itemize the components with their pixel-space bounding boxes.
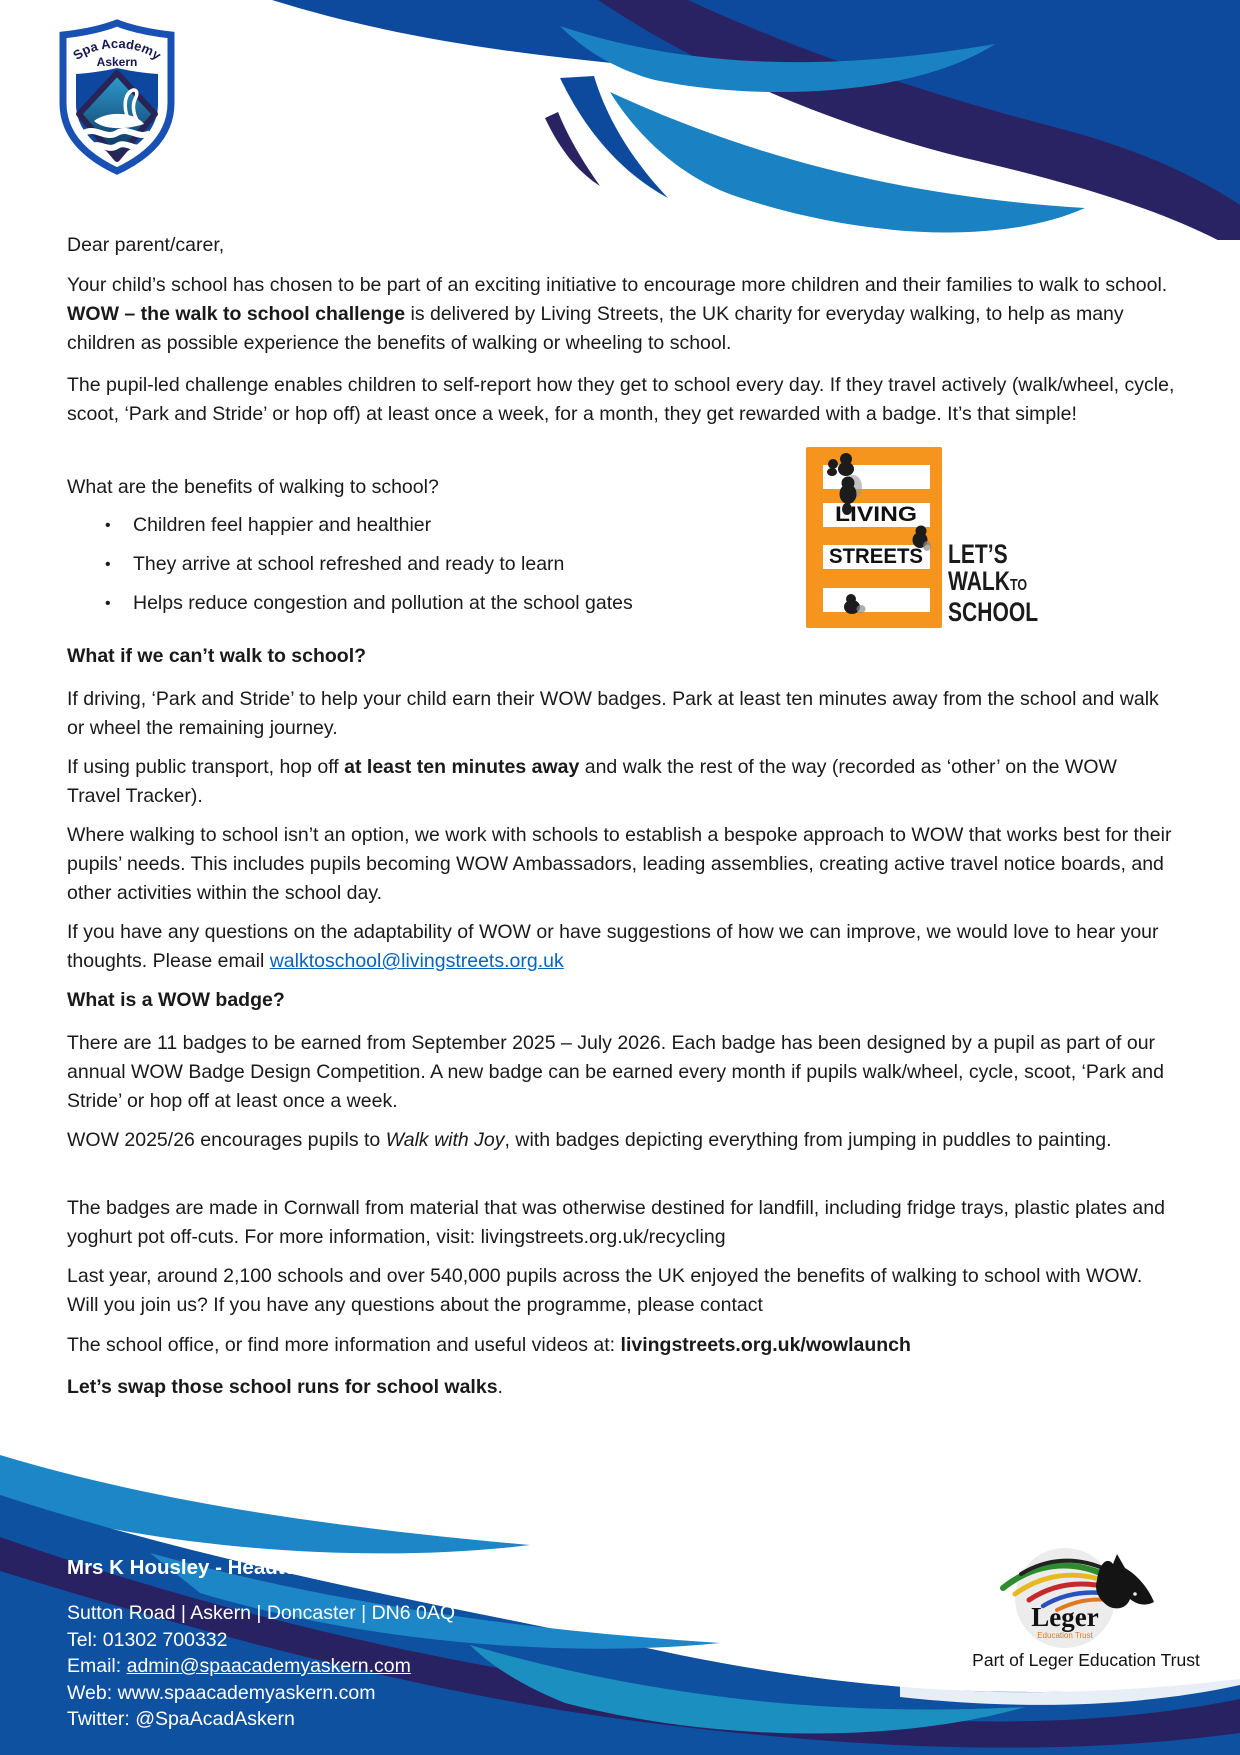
leger-wordmark: Leger: [1031, 1602, 1099, 1632]
school-twitter: Twitter: @SpaAcadAskern: [67, 1708, 295, 1730]
bullet-text: Children feel happier and healthier: [133, 514, 432, 536]
school-tel: Tel: 01302 700332: [67, 1628, 228, 1651]
email-link[interactable]: walktoschool@livingstreets.org.uk: [269, 950, 564, 972]
leger-caption: Part of Leger Education Trust: [972, 1650, 1200, 1670]
bullet-text: They arrive at school refreshed and ready to learn: [133, 553, 565, 575]
living-streets-band: [823, 588, 930, 612]
leger-sub-wordmark: Education Trust: [1037, 1631, 1093, 1640]
horse-head-icon: [1096, 1554, 1154, 1608]
crest-title: Spa Academy: [70, 35, 165, 63]
paragraph-walk-with-joy: WOW 2025/26 encourages pupils to Walk with Joy, with badges depicting everything from jumping in puddles to painting.: [67, 1129, 1112, 1151]
section-heading-cant-walk: What if we can’t walk to school?: [67, 645, 367, 667]
tagline-line: WALKTO: [948, 566, 1028, 596]
email-link[interactable]: admin@spaacademyaskern.com: [126, 1655, 411, 1677]
living-streets-word: LIVING: [835, 503, 917, 526]
salutation: Dear parent/carer,: [67, 234, 225, 256]
paragraph-driving: If driving, ‘Park and Stride’ to help your child earn their WOW badges. Park at least ten minutes away from the school and walk or wheel the remaining journey.: [67, 688, 1159, 739]
school-address: Sutton Road | Askern | Doncaster | DN6 0AQ: [67, 1602, 456, 1624]
school-contact-block: [67, 1600, 455, 1733]
paragraph-badges: There are 11 badges to be earned from September 2025 – July 2026. Each badge has been designed by a pupil as part of our annual WOW Badge Design Competition. A new badge can be earned every month if pupils walk/wheel, cycle, scoot, ‘Park and Stride’ or hop off at least once a week.: [67, 1032, 1164, 1112]
school-email-line: [67, 1653, 455, 1680]
headteacher-name: Mrs K Housley - Headteacher: [67, 1556, 351, 1579]
school-web: Web: www.spaacademyaskern.com: [67, 1681, 376, 1704]
benefits-question: What are the benefits of walking to school?: [67, 476, 439, 498]
header-swoosh-graphic: [0, 0, 1240, 240]
bullet-text: Helps reduce congestion and pollution at the school gates: [133, 592, 633, 614]
crest-subtitle: Askern: [96, 55, 138, 69]
leger-trust-logo: [985, 1546, 1165, 1654]
bullet-dot: •: [105, 517, 111, 534]
paragraph-last-year: Last year, around 2,100 schools and over 540,000 pupils across the UK enjoyed the benefits of walking to school with WOW. Will you join us? If you have any questions about the programme, please contact: [67, 1265, 1143, 1316]
living-streets-word: STREETS: [829, 545, 923, 568]
tagline-line: LET’S: [948, 539, 1008, 569]
paragraph-school-office: The school office, or find more information and useful videos at: livingstreets.org.uk/wowlaunch: [67, 1334, 911, 1356]
paragraph-transport: If using public transport, hop off at least ten minutes away and walk the rest of the way (recorded as ‘other’ on the WOW Travel Tracker).: [67, 756, 1117, 807]
paragraph-swap: Let’s swap those school runs for school walks.: [67, 1376, 503, 1398]
email-label: Email:: [67, 1655, 127, 1677]
crest-wave: [90, 144, 144, 148]
paragraph-intro: Your child’s school has chosen to be part of an exciting initiative to encourage more children and their families to walk to school. WOW – the walk to school challenge is delivered by Living Streets, the UK charity for everyday walking, to help as many children as possible experience the benefits of walking or wheeling to school.: [67, 274, 1168, 354]
tagline-line: SCHOOL: [948, 597, 1039, 627]
school-crest-logo: [54, 18, 180, 178]
living-streets-logo: [806, 447, 942, 628]
paragraph-questions: If you have any questions on the adaptability of WOW or have suggestions of how we can improve, we would love to hear your thoughts. Please email walktoschool@livingstreets.org.uk: [67, 921, 1159, 972]
section-heading-wow-badge: What is a WOW badge?: [67, 989, 285, 1011]
paragraph-bespoke: Where walking to school isn’t an option, we work with schools to establish a bespoke approach to WOW that works best for their pupils’ needs. This includes pupils becoming WOW Ambassadors, leading assemblies, creating active travel notice boards, and other activities within the school day.: [67, 824, 1172, 904]
bullet-dot: •: [105, 595, 111, 612]
bullet-dot: •: [105, 556, 111, 573]
paragraph-cornwall: The badges are made in Cornwall from material that was otherwise destined for landfill, including fridge trays, plastic plates and yoghurt pot off-cuts. For more information, visit: livingstreets.org.uk/recycling: [67, 1197, 1165, 1248]
lets-walk-tagline: [948, 541, 1073, 626]
paragraph-pupil-led: The pupil-led challenge enables children to self-report how they get to school every day. If they travel actively (walk/wheel, cycle, scoot, ‘Park and Stride’ or hop off) at least once a week, for a month, they get rewarded with a badge. It’s that simple!: [67, 374, 1175, 425]
